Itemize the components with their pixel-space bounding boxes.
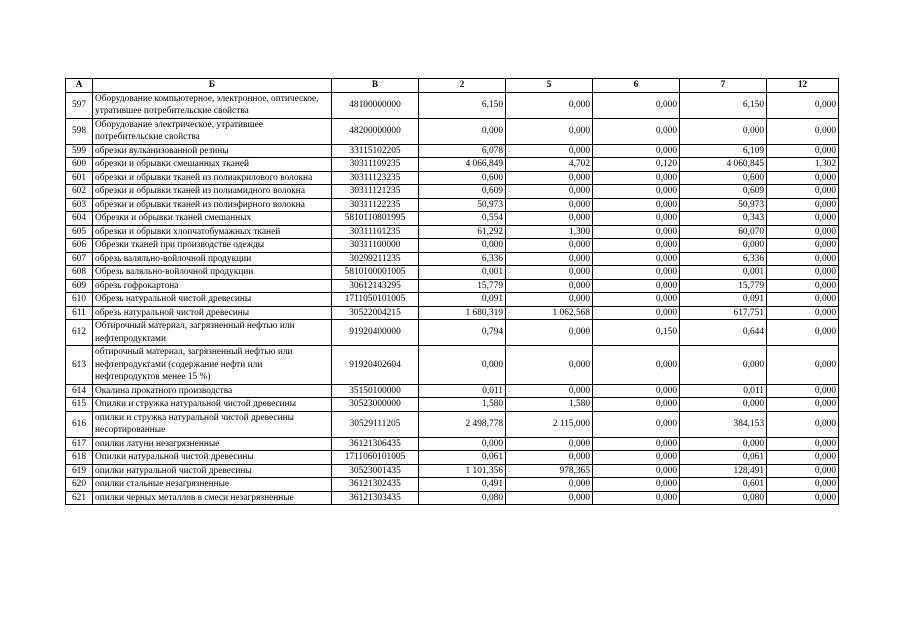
value-col-2: 6,078 xyxy=(419,144,506,158)
table-row xyxy=(66,306,839,320)
value-col-6: 0,000 xyxy=(593,411,680,437)
header-cell: А xyxy=(66,79,93,93)
row-number: 617 xyxy=(66,437,93,451)
waste-name: Обрезь валяльно-войлочной продукции xyxy=(93,266,332,280)
table-body xyxy=(66,92,839,505)
waste-name: Обрезь натуральной чистой древесины xyxy=(93,293,332,307)
value-col-12: 0,000 xyxy=(767,266,839,280)
value-col-12: 0,000 xyxy=(767,464,839,478)
value-col-6: 0,000 xyxy=(593,171,680,185)
header-cell: 2 xyxy=(419,79,506,93)
value-col-2: 0,491 xyxy=(419,478,506,492)
value-col-5: 0,000 xyxy=(506,279,593,293)
header-cell: 12 xyxy=(767,79,839,93)
value-col-2: 6,336 xyxy=(419,252,506,266)
waste-name: опилки латуни незагрязненные xyxy=(93,437,332,451)
value-col-12: 0,000 xyxy=(767,346,839,385)
value-col-5: 0,000 xyxy=(506,384,593,398)
row-number: 611 xyxy=(66,306,93,320)
waste-name: Опилки натуральной чистой древесины xyxy=(93,451,332,465)
value-col-5: 0,000 xyxy=(506,239,593,253)
header-cell: В xyxy=(332,79,419,93)
waste-code: 5810110801995 xyxy=(332,212,419,226)
table-row xyxy=(66,239,839,253)
table-row xyxy=(66,252,839,266)
value-col-6: 0,000 xyxy=(593,346,680,385)
value-col-12: 0,000 xyxy=(767,252,839,266)
value-col-12: 0,000 xyxy=(767,171,839,185)
table-row xyxy=(66,92,839,118)
value-col-6: 0,000 xyxy=(593,118,680,144)
row-number: 597 xyxy=(66,92,93,118)
value-col-6: 0,000 xyxy=(593,185,680,199)
value-col-2: 4 066,849 xyxy=(419,158,506,172)
value-col-5: 1,300 xyxy=(506,225,593,239)
header-cell: 5 xyxy=(506,79,593,93)
value-col-2: 0,000 xyxy=(419,346,506,385)
value-col-5: 1,580 xyxy=(506,398,593,412)
table-row xyxy=(66,171,839,185)
value-col-5: 0,000 xyxy=(506,252,593,266)
value-col-5: 0,000 xyxy=(506,491,593,505)
page-content xyxy=(65,78,839,505)
value-col-12: 0,000 xyxy=(767,185,839,199)
table-row xyxy=(66,491,839,505)
table-row xyxy=(66,464,839,478)
waste-code: 30311100000 xyxy=(332,239,419,253)
value-col-5: 0,000 xyxy=(506,320,593,346)
row-number: 605 xyxy=(66,225,93,239)
waste-code: 30299211235 xyxy=(332,252,419,266)
value-col-2: 1 680,319 xyxy=(419,306,506,320)
waste-code: 36121302435 xyxy=(332,478,419,492)
value-col-6: 0,150 xyxy=(593,320,680,346)
value-col-2: 0,091 xyxy=(419,293,506,307)
value-col-7: 617,751 xyxy=(680,306,767,320)
row-number: 620 xyxy=(66,478,93,492)
value-col-5: 0,000 xyxy=(506,293,593,307)
value-col-6: 0,000 xyxy=(593,266,680,280)
waste-name: опилки и стружка натуральной чистой древесины несортированные xyxy=(93,411,332,437)
value-col-2: 1,580 xyxy=(419,398,506,412)
value-col-6: 0,000 xyxy=(593,464,680,478)
value-col-6: 0,000 xyxy=(593,252,680,266)
header-cell: 7 xyxy=(680,79,767,93)
value-col-7: 384,153 xyxy=(680,411,767,437)
waste-code: 48200000000 xyxy=(332,118,419,144)
waste-name: обрезь натуральной чистой древесины xyxy=(93,306,332,320)
value-col-7: 0,000 xyxy=(680,239,767,253)
waste-code: 30612143295 xyxy=(332,279,419,293)
value-col-6: 0,000 xyxy=(593,239,680,253)
header-cell: Б xyxy=(93,79,332,93)
value-col-5: 0,000 xyxy=(506,185,593,199)
header-row xyxy=(66,79,839,93)
value-col-12: 0,000 xyxy=(767,491,839,505)
value-col-5: 0,000 xyxy=(506,346,593,385)
waste-code: 30311123235 xyxy=(332,171,419,185)
waste-name: Окалина прокатного производства xyxy=(93,384,332,398)
table-row xyxy=(66,437,839,451)
value-col-2: 61,292 xyxy=(419,225,506,239)
row-number: 599 xyxy=(66,144,93,158)
value-col-5: 4,702 xyxy=(506,158,593,172)
value-col-6: 0,000 xyxy=(593,384,680,398)
waste-name: обрезки и обрывки хлопчатобумажных тканей xyxy=(93,225,332,239)
waste-code: 1711050101005 xyxy=(332,293,419,307)
value-col-2: 0,794 xyxy=(419,320,506,346)
waste-name: обрезки и обрывки смешанных тканей xyxy=(93,158,332,172)
value-col-12: 0,000 xyxy=(767,320,839,346)
table-row xyxy=(66,158,839,172)
value-col-2: 0,000 xyxy=(419,437,506,451)
table-row xyxy=(66,478,839,492)
value-col-12: 0,000 xyxy=(767,212,839,226)
row-number: 612 xyxy=(66,320,93,346)
waste-name: Оборудование компьютерное, электронное, оптическое, утратившее потребительские свойства xyxy=(93,92,332,118)
value-col-7: 50,973 xyxy=(680,198,767,212)
row-number: 616 xyxy=(66,411,93,437)
value-col-7: 128,491 xyxy=(680,464,767,478)
value-col-5: 978,365 xyxy=(506,464,593,478)
value-col-7: 6,336 xyxy=(680,252,767,266)
value-col-2: 0,061 xyxy=(419,451,506,465)
value-col-6: 0,000 xyxy=(593,398,680,412)
row-number: 609 xyxy=(66,279,93,293)
waste-name: обтирочный материал, загрязненный нефтью или нефтепродуктами (содержание нефти или нефтепродуктов менее 15 %) xyxy=(93,346,332,385)
row-number: 602 xyxy=(66,185,93,199)
value-col-6: 0,000 xyxy=(593,279,680,293)
waste-code: 33115102205 xyxy=(332,144,419,158)
table-row xyxy=(66,212,839,226)
value-col-2: 1 101,356 xyxy=(419,464,506,478)
waste-code: 35150100000 xyxy=(332,384,419,398)
waste-name: Оборудование электрическое, утратившее потребительские свойства xyxy=(93,118,332,144)
table-row xyxy=(66,185,839,199)
row-number: 606 xyxy=(66,239,93,253)
value-col-6: 0,000 xyxy=(593,144,680,158)
value-col-6: 0,000 xyxy=(593,306,680,320)
value-col-7: 0,011 xyxy=(680,384,767,398)
value-col-7: 6,109 xyxy=(680,144,767,158)
table-row xyxy=(66,346,839,385)
value-col-12: 0,000 xyxy=(767,384,839,398)
value-col-7: 0,080 xyxy=(680,491,767,505)
value-col-7: 0,000 xyxy=(680,398,767,412)
value-col-5: 2 115,000 xyxy=(506,411,593,437)
value-col-7: 0,600 xyxy=(680,171,767,185)
value-col-6: 0,000 xyxy=(593,212,680,226)
row-number: 603 xyxy=(66,198,93,212)
row-number: 600 xyxy=(66,158,93,172)
waste-code: 30311109235 xyxy=(332,158,419,172)
waste-name: обрезки вулканизованной резины xyxy=(93,144,332,158)
waste-code: 30311101235 xyxy=(332,225,419,239)
value-col-6: 0,000 xyxy=(593,478,680,492)
waste-name: Опилки и стружка натуральной чистой древесины xyxy=(93,398,332,412)
waste-code: 36121303435 xyxy=(332,491,419,505)
value-col-7: 0,343 xyxy=(680,212,767,226)
waste-name: обрезки и обрывки тканей из полиамидного волокна xyxy=(93,185,332,199)
value-col-7: 0,061 xyxy=(680,451,767,465)
value-col-2: 0,000 xyxy=(419,239,506,253)
row-number: 614 xyxy=(66,384,93,398)
row-number: 618 xyxy=(66,451,93,465)
value-col-7: 0,000 xyxy=(680,118,767,144)
value-col-5: 0,000 xyxy=(506,451,593,465)
value-col-5: 0,000 xyxy=(506,144,593,158)
value-col-7: 4 060,845 xyxy=(680,158,767,172)
value-col-5: 1 062,568 xyxy=(506,306,593,320)
table-row xyxy=(66,411,839,437)
value-col-2: 0,554 xyxy=(419,212,506,226)
waste-code: 30523001435 xyxy=(332,464,419,478)
table-row xyxy=(66,384,839,398)
value-col-12: 0,000 xyxy=(767,225,839,239)
value-col-7: 0,091 xyxy=(680,293,767,307)
value-col-12: 0,000 xyxy=(767,198,839,212)
value-col-2: 0,000 xyxy=(419,118,506,144)
value-col-7: 6,150 xyxy=(680,92,767,118)
row-number: 598 xyxy=(66,118,93,144)
row-number: 621 xyxy=(66,491,93,505)
waste-name: опилки стальные незагрязненные xyxy=(93,478,332,492)
table-row xyxy=(66,279,839,293)
waste-table xyxy=(65,78,839,505)
table-row xyxy=(66,266,839,280)
waste-name: обрезь гофрокартона xyxy=(93,279,332,293)
value-col-5: 0,000 xyxy=(506,118,593,144)
waste-name: Обрезки тканей при производстве одежды xyxy=(93,239,332,253)
value-col-7: 60,070 xyxy=(680,225,767,239)
value-col-2: 0,609 xyxy=(419,185,506,199)
value-col-2: 0,001 xyxy=(419,266,506,280)
row-number: 608 xyxy=(66,266,93,280)
value-col-12: 0,000 xyxy=(767,92,839,118)
value-col-12: 1,302 xyxy=(767,158,839,172)
value-col-12: 0,000 xyxy=(767,451,839,465)
waste-code: 30311121235 xyxy=(332,185,419,199)
value-col-5: 0,000 xyxy=(506,437,593,451)
value-col-12: 0,000 xyxy=(767,398,839,412)
waste-name: обрезки и обрывки тканей из полиэфирного волокна xyxy=(93,198,332,212)
value-col-6: 0,000 xyxy=(593,293,680,307)
waste-code: 30523000000 xyxy=(332,398,419,412)
value-col-2: 50,973 xyxy=(419,198,506,212)
waste-name: опилки натуральной чистой древесины xyxy=(93,464,332,478)
value-col-7: 0,001 xyxy=(680,266,767,280)
value-col-6: 0,000 xyxy=(593,225,680,239)
value-col-12: 0,000 xyxy=(767,144,839,158)
value-col-5: 0,000 xyxy=(506,478,593,492)
value-col-6: 0,000 xyxy=(593,198,680,212)
table-row xyxy=(66,118,839,144)
value-col-7: 15,779 xyxy=(680,279,767,293)
value-col-7: 0,000 xyxy=(680,437,767,451)
table-row xyxy=(66,198,839,212)
value-col-6: 0,000 xyxy=(593,491,680,505)
header-cell: 6 xyxy=(593,79,680,93)
value-col-5: 0,000 xyxy=(506,92,593,118)
value-col-6: 0,000 xyxy=(593,451,680,465)
value-col-2: 6,150 xyxy=(419,92,506,118)
value-col-2: 0,080 xyxy=(419,491,506,505)
value-col-2: 2 498,778 xyxy=(419,411,506,437)
value-col-7: 0,601 xyxy=(680,478,767,492)
waste-code: 5810100001005 xyxy=(332,266,419,280)
value-col-2: 0,011 xyxy=(419,384,506,398)
waste-code: 1711060101005 xyxy=(332,451,419,465)
value-col-5: 0,000 xyxy=(506,212,593,226)
waste-code: 30522004215 xyxy=(332,306,419,320)
value-col-7: 0,000 xyxy=(680,346,767,385)
waste-code: 91920400000 xyxy=(332,320,419,346)
value-col-5: 0,000 xyxy=(506,266,593,280)
value-col-12: 0,000 xyxy=(767,478,839,492)
value-col-7: 0,644 xyxy=(680,320,767,346)
row-number: 604 xyxy=(66,212,93,226)
table-row xyxy=(66,293,839,307)
value-col-12: 0,000 xyxy=(767,306,839,320)
waste-code: 36121306435 xyxy=(332,437,419,451)
waste-code: 48100000000 xyxy=(332,92,419,118)
row-number: 610 xyxy=(66,293,93,307)
waste-code: 30311122235 xyxy=(332,198,419,212)
waste-name: обрезки и обрывки тканей из полиакрилового волокна xyxy=(93,171,332,185)
waste-name: Обрезки и обрывки тканей смешанных xyxy=(93,212,332,226)
table-row xyxy=(66,144,839,158)
row-number: 601 xyxy=(66,171,93,185)
waste-name: Обтирочный материал, загрязненный нефтью или нефтепродуктами xyxy=(93,320,332,346)
value-col-6: 0,120 xyxy=(593,158,680,172)
value-col-12: 0,000 xyxy=(767,239,839,253)
row-number: 613 xyxy=(66,346,93,385)
value-col-2: 0,600 xyxy=(419,171,506,185)
waste-code: 91920402604 xyxy=(332,346,419,385)
row-number: 619 xyxy=(66,464,93,478)
value-col-6: 0,000 xyxy=(593,92,680,118)
waste-name: обрезь валяльно-войлочной продукции xyxy=(93,252,332,266)
value-col-2: 15,779 xyxy=(419,279,506,293)
value-col-7: 0,609 xyxy=(680,185,767,199)
waste-code: 30529111205 xyxy=(332,411,419,437)
value-col-12: 0,000 xyxy=(767,118,839,144)
value-col-6: 0,000 xyxy=(593,437,680,451)
value-col-12: 0,000 xyxy=(767,411,839,437)
value-col-5: 0,000 xyxy=(506,171,593,185)
table-row xyxy=(66,451,839,465)
value-col-12: 0,000 xyxy=(767,279,839,293)
value-col-12: 0,000 xyxy=(767,437,839,451)
waste-name: опилки черных металлов в смеси незагрязненные xyxy=(93,491,332,505)
value-col-5: 0,000 xyxy=(506,198,593,212)
table-row xyxy=(66,398,839,412)
value-col-12: 0,000 xyxy=(767,293,839,307)
row-number: 607 xyxy=(66,252,93,266)
table-row xyxy=(66,225,839,239)
table-row xyxy=(66,320,839,346)
row-number: 615 xyxy=(66,398,93,412)
